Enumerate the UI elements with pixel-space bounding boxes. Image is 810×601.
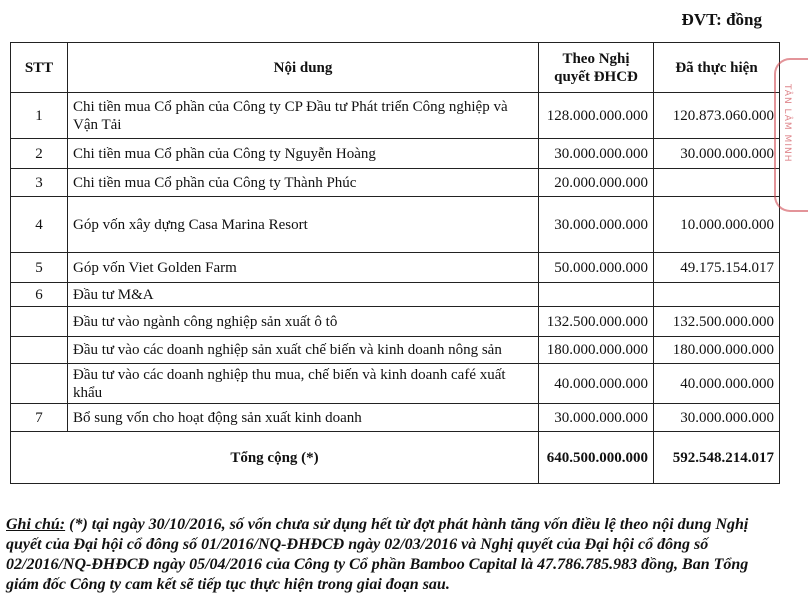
total-label: Tổng cộng (*) xyxy=(11,432,539,484)
row-content: Chi tiền mua Cổ phần của Công ty CP Đầu tư Phát triển Công nghiệp và Vận Tải xyxy=(68,93,539,139)
row-plan: 30.000.000.000 xyxy=(539,404,654,432)
table-row xyxy=(11,169,780,197)
row-done: 120.873.060.000 xyxy=(654,93,780,139)
row-plan: 180.000.000.000 xyxy=(539,337,654,364)
table-row xyxy=(11,283,780,307)
row-plan: 50.000.000.000 xyxy=(539,253,654,283)
row-done: 30.000.000.000 xyxy=(654,139,780,169)
row-done: 132.500.000.000 xyxy=(654,307,780,337)
table-row xyxy=(11,93,780,139)
total-plan: 640.500.000.000 xyxy=(539,432,654,484)
header-stt: STT xyxy=(11,43,68,93)
row-stt: 3 xyxy=(11,169,68,197)
table-row xyxy=(11,337,780,364)
row-content: Đầu tư M&A xyxy=(68,283,539,307)
company-stamp xyxy=(774,58,808,212)
table-row xyxy=(11,307,780,337)
total-done: 592.548.214.017 xyxy=(654,432,780,484)
row-stt xyxy=(11,364,68,404)
header-done: Đã thực hiện xyxy=(654,43,780,93)
row-done: 30.000.000.000 xyxy=(654,404,780,432)
row-stt: 5 xyxy=(11,253,68,283)
footnote-label: Ghi chú: xyxy=(6,516,66,533)
header-content: Nội dung xyxy=(68,43,539,93)
row-plan: 20.000.000.000 xyxy=(539,169,654,197)
footnote-text: (*) tại ngày 30/10/2016, số vốn chưa sử dụng hết từ đợt phát hành tăng vốn điều lệ theo nội dung Nghị quyết của Đại hội cổ đông số 01/2016/NQ-ĐHĐCĐ ngày 02/03/2016 và Nghị quyết của Đại hội cổ đông số 02/2016/NQ-ĐHĐCĐ ngày 05/04/2016 của Công ty Cổ phần Bamboo Capital là 47.786.785.983 đồng, Ban Tổng giám đốc Công ty cam kết sẽ tiếp tục thực hiện trong giai đoạn sau. xyxy=(6,516,749,593)
table-header-row xyxy=(11,43,780,93)
row-stt: 6 xyxy=(11,283,68,307)
row-plan xyxy=(539,283,654,307)
row-done: 180.000.000.000 xyxy=(654,337,780,364)
table-row xyxy=(11,364,780,404)
header-plan: Theo Nghị quyết ĐHCĐ xyxy=(539,43,654,93)
table-row xyxy=(11,197,780,253)
row-stt: 7 xyxy=(11,404,68,432)
row-stt: 2 xyxy=(11,139,68,169)
row-stt: 1 xyxy=(11,93,68,139)
row-plan: 40.000.000.000 xyxy=(539,364,654,404)
row-content: Góp vốn xây dựng Casa Marina Resort xyxy=(68,197,539,253)
row-content: Chi tiền mua Cổ phần của Công ty Nguyễn Hoàng xyxy=(68,139,539,169)
footnote xyxy=(6,515,781,595)
row-content: Chi tiền mua Cổ phần của Công ty Thành Phúc xyxy=(68,169,539,197)
row-done: 49.175.154.017 xyxy=(654,253,780,283)
row-content: Đầu tư vào các doanh nghiệp thu mua, chế biến và kinh doanh café xuất khẩu xyxy=(68,364,539,404)
total-row xyxy=(11,432,780,484)
unit-label: ĐVT: đồng xyxy=(681,10,762,29)
row-done xyxy=(654,283,780,307)
row-content: Đầu tư vào các doanh nghiệp sản xuất chế biến và kinh doanh nông sản xyxy=(68,337,539,364)
row-stt xyxy=(11,337,68,364)
row-content: Góp vốn Viet Golden Farm xyxy=(68,253,539,283)
row-done: 40.000.000.000 xyxy=(654,364,780,404)
row-plan: 30.000.000.000 xyxy=(539,139,654,169)
row-content: Đầu tư vào ngành công nghiệp sản xuất ô tô xyxy=(68,307,539,337)
row-stt xyxy=(11,307,68,337)
table-row xyxy=(11,139,780,169)
row-plan: 30.000.000.000 xyxy=(539,197,654,253)
row-stt: 4 xyxy=(11,197,68,253)
stamp-text: TÂN LÂM MINH xyxy=(782,84,792,163)
table-row xyxy=(11,404,780,432)
row-plan: 132.500.000.000 xyxy=(539,307,654,337)
row-plan: 128.000.000.000 xyxy=(539,93,654,139)
row-done: 10.000.000.000 xyxy=(654,197,780,253)
capital-usage-table xyxy=(10,42,780,484)
row-done xyxy=(654,169,780,197)
row-content: Bổ sung vốn cho hoạt động sản xuất kinh doanh xyxy=(68,404,539,432)
table-row xyxy=(11,253,780,283)
